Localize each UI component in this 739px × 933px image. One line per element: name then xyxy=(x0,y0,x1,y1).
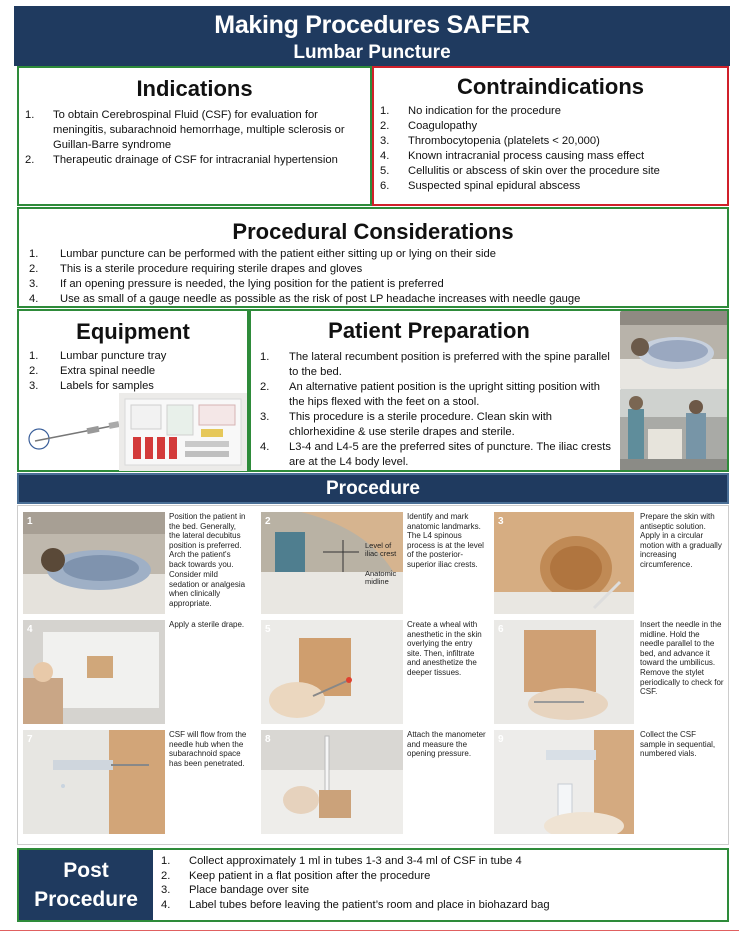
list-item: 3. If an opening pressure is needed, the lying position for the patient is preferred xyxy=(29,278,444,290)
contraindications-title: Contraindications xyxy=(456,74,644,99)
procedure-step-3 xyxy=(494,512,726,616)
sitting-position-photo xyxy=(620,389,728,471)
step-8-photo xyxy=(261,730,403,834)
step-1-caption: Position the patient in the bed. Generally, the lateral decubitus position is preferred. Arch the patient's back towards you. xyxy=(169,512,246,569)
step-9-photo xyxy=(494,730,634,834)
preparation-list xyxy=(251,350,611,470)
step-number: 3 xyxy=(498,516,504,527)
indications-section xyxy=(17,66,372,206)
procedure-step-9 xyxy=(494,730,726,836)
procedure-step-2 xyxy=(261,512,491,616)
step-5-photo xyxy=(261,620,403,724)
list-item: 1. No indication for the procedure xyxy=(380,105,561,117)
poster-subtitle: Lumbar Puncture xyxy=(293,42,451,63)
lateral-position-photo xyxy=(620,311,728,389)
step-number: 6 xyxy=(498,624,504,635)
list-item: 6. Suspected spinal epidural abscess xyxy=(380,180,581,192)
list-item: 4. Known intracranial process causing mass effect xyxy=(380,150,645,162)
contraindications-section xyxy=(372,66,729,206)
considerations-list xyxy=(19,247,727,307)
step-2-label-midline: Anatomic midline xyxy=(365,569,397,586)
bottom-rule xyxy=(0,930,739,931)
contraindications-list xyxy=(374,104,727,194)
step-4-photo xyxy=(23,620,165,724)
post-procedure-list xyxy=(161,854,550,912)
step-1-photo xyxy=(23,512,165,614)
equipment-title: Equipment xyxy=(76,319,190,344)
list-item: 2. Therapeutic drainage of CSF for intracranial hypertension xyxy=(25,154,338,166)
step-6-photo xyxy=(494,620,634,724)
indications-title: Indications xyxy=(136,76,253,101)
step-2-caption: Identify and mark anatomic landmarks. The L4 spinous process is at the level of the posterior-superior iliac crests. xyxy=(407,512,484,569)
patient-preparation-section xyxy=(249,309,729,472)
list-item: 2. This is a sterile procedure requiring sterile drapes and gloves xyxy=(29,263,363,275)
step-number: 1 xyxy=(27,516,33,527)
list-item: 1. To obtain Cerebrospinal Fluid (CSF) for evaluation for meningitis, subarachnoid hemorrhage, multiple sclerosis or Guillan-Barre syndrome xyxy=(25,109,345,151)
step-3-photo xyxy=(494,512,634,614)
poster-header xyxy=(14,6,730,66)
post-label-line-2: Procedure xyxy=(34,888,138,911)
list-item: 1. The lateral recumbent position is preferred with the spine parallel to the bed. xyxy=(260,351,610,378)
step-2-photo xyxy=(261,512,403,614)
step-2-label-iliac-crest: Level of iliac crest xyxy=(365,541,397,558)
step-6-caption: Insert the needle in the midline. Hold the needle parallel to the bed, and advance it toward the umbilicus. Remove the stylet periodically to check for CSF. xyxy=(640,620,724,697)
list-item: 4. Use as small of a gauge needle as possible as the risk of post LP headache increases with needle gauge xyxy=(29,293,581,305)
step-8-caption: Attach the manometer and measure the opening pressure. xyxy=(407,730,486,759)
list-item: 5. Cellulitis or abscess of skin over the procedure site xyxy=(380,165,660,177)
equipment-section xyxy=(17,309,249,472)
step-4-caption: Apply a sterile drape. xyxy=(169,620,245,629)
procedure-step-8 xyxy=(261,730,491,836)
list-item: 4. L3-4 and L4-5 are the preferred sites of puncture. The iliac crests are at the L4 body level. xyxy=(260,441,611,468)
post-procedure-label xyxy=(19,850,153,920)
list-item: 3. Labels for samples xyxy=(29,380,154,392)
list-item: 2. Keep patient in a flat position after the procedure xyxy=(161,869,431,882)
step-number: 8 xyxy=(265,734,271,745)
step-7-photo xyxy=(23,730,165,834)
list-item: 3. Place bandage over site xyxy=(161,884,310,896)
list-item: 2. Coagulopathy xyxy=(380,120,478,132)
procedure-header: Procedure xyxy=(17,473,729,504)
lp-tray-image xyxy=(119,393,247,471)
step-number: 4 xyxy=(27,624,33,635)
post-procedure-section xyxy=(17,848,729,922)
procedure-step-7 xyxy=(23,730,253,836)
equipment-list xyxy=(19,349,247,394)
spinal-needle-image xyxy=(25,419,125,455)
step-number: 9 xyxy=(498,734,504,745)
list-item: 1. Lumbar puncture can be performed with the patient either sitting up or lying on their side xyxy=(29,248,496,260)
procedure-step-6 xyxy=(494,620,726,724)
step-9-caption: Collect the CSF sample in sequential, numbered vials. xyxy=(640,730,716,759)
preparation-title: Patient Preparation xyxy=(328,318,530,343)
list-item: 1. Lumbar puncture tray xyxy=(29,350,167,362)
indications-list xyxy=(19,108,370,168)
procedure-step-4 xyxy=(23,620,253,724)
step-number: 2 xyxy=(265,516,271,527)
step-5-caption: Create a wheal with anesthetic in the skin overlying the entry site. Then, infiltrate and anesthetize the deeper tissues. xyxy=(407,620,482,677)
considerations-title: Procedural Considerations xyxy=(232,219,514,244)
post-label-line-1: Post xyxy=(63,859,109,882)
considerations-section xyxy=(17,207,729,308)
procedure-step-1 xyxy=(23,512,253,616)
list-item: 4. Label tubes before leaving the patient’s room and place in biohazard bag xyxy=(161,898,550,911)
step-7-caption: CSF will flow from the needle hub when the subarachnoid space has been penetrated. xyxy=(169,730,247,768)
poster-title: Making Procedures SAFER xyxy=(214,11,530,39)
list-item: 2. Extra spinal needle xyxy=(29,365,156,377)
step-1-caption-2: Consider mild sedation or analgesia when clinically appropriate. xyxy=(169,570,246,608)
list-item: 2. An alternative patient position is the upright sitting position with the hips flexed with the feet on a stool. xyxy=(260,381,600,408)
list-item: 1. Collect approximately 1 ml in tubes 1-3 and 3-4 ml of CSF in tube 4 xyxy=(161,855,522,867)
list-item: 3. This procedure is a sterile procedure. Clean skin with chlorhexidine & use sterile drapes and sterile. xyxy=(260,411,553,438)
procedure-steps-area xyxy=(17,505,729,845)
list-item: 3. Thrombocytopenia (platelets < 20,000) xyxy=(380,135,600,147)
step-3-caption: Prepare the skin with antiseptic solution. Apply in a circular motion with a gradually increasing circumference. xyxy=(640,512,722,569)
procedure-step-5 xyxy=(261,620,491,724)
step-number: 7 xyxy=(27,734,33,745)
step-number: 5 xyxy=(265,624,271,635)
